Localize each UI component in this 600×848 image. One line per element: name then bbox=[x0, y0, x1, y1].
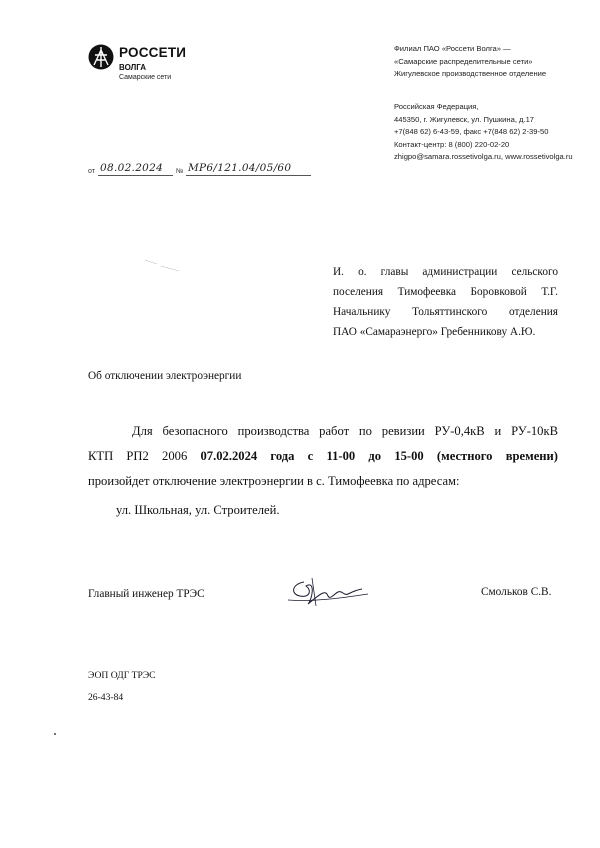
body-line-2 bbox=[88, 444, 558, 469]
outgoing-date: 08.02.2024 bbox=[100, 162, 164, 174]
executor-phone: 26-43-84 bbox=[88, 692, 124, 703]
addressee-line: поселения Тимофеевка Боровковой Т.Г. bbox=[333, 286, 558, 298]
scan-mark bbox=[143, 256, 183, 274]
letterhead-branch bbox=[394, 43, 546, 81]
addressee-block bbox=[333, 262, 558, 342]
letterhead-line: +7(848 62) 6-43-59, факс +7(848 62) 2-39-50 bbox=[394, 127, 549, 136]
signatory-name: Смольков С.В. bbox=[481, 586, 552, 598]
number-label: № bbox=[176, 168, 184, 175]
letter-body bbox=[88, 419, 558, 494]
addressee-line: ПАО «Самараэнерго» Гребенникову А.Ю. bbox=[333, 326, 536, 338]
letterhead-contacts bbox=[394, 101, 573, 164]
executor-department: ЭОП ОДГ ТРЭС bbox=[88, 670, 156, 681]
body-object: КТП РП2 2006 bbox=[88, 449, 188, 463]
date-underline bbox=[98, 175, 173, 176]
street-list: ул. Школьная, ул. Строителей. bbox=[116, 503, 280, 517]
letterhead-line: «Самарские распределительные сети» bbox=[394, 56, 533, 66]
body-line-1: Для безопасного производства работ по ревизии РУ-0,4кВ и РУ-10кВ bbox=[132, 424, 558, 438]
letterhead-line: Контакт-центр: 8 (800) 220-02-20 bbox=[394, 139, 510, 149]
letterhead-line: Филиал ПАО «Россети Волга» — bbox=[394, 44, 511, 53]
letter-subject: Об отключении электроэнергии bbox=[88, 370, 242, 382]
addressee-line: Начальнику Тольяттинского отделения bbox=[333, 306, 558, 318]
letterhead-line: Жигулевское производственное отделение bbox=[394, 69, 547, 78]
addressee-line: И. о. главы администрации сельского bbox=[333, 266, 558, 278]
letterhead-line: 445350, г. Жигулевск, ул. Пушкина, д.17 bbox=[394, 114, 535, 124]
logo-name: РОССЕТИ bbox=[119, 45, 187, 60]
signatory-role: Главный инженер ТРЭС bbox=[88, 588, 205, 600]
outgoing-number: МР6/121.04/05/60 bbox=[188, 162, 292, 174]
number-underline bbox=[186, 175, 311, 176]
letterhead-line: zhigpo@samara.rossetivolga.ru, www.rossetivolga.ru bbox=[394, 152, 573, 161]
scan-speck bbox=[54, 733, 56, 735]
outage-time: 07.02.2024 года с 11-00 до 15-00 (местного времени) bbox=[200, 449, 558, 463]
body-line-3: произойдет отключение электроэнергии в с. Тимофеевка по адресам: bbox=[88, 474, 460, 488]
outgoing-reference bbox=[88, 160, 318, 182]
from-label: от bbox=[88, 168, 95, 175]
logo-subtitle: Самарские сети bbox=[119, 74, 172, 81]
handwritten-signature bbox=[282, 572, 372, 610]
letterhead-line: Российская Федерация, bbox=[394, 102, 479, 111]
logo-region: ВОЛГА bbox=[119, 63, 147, 72]
rosseti-logo-icon bbox=[88, 44, 114, 70]
